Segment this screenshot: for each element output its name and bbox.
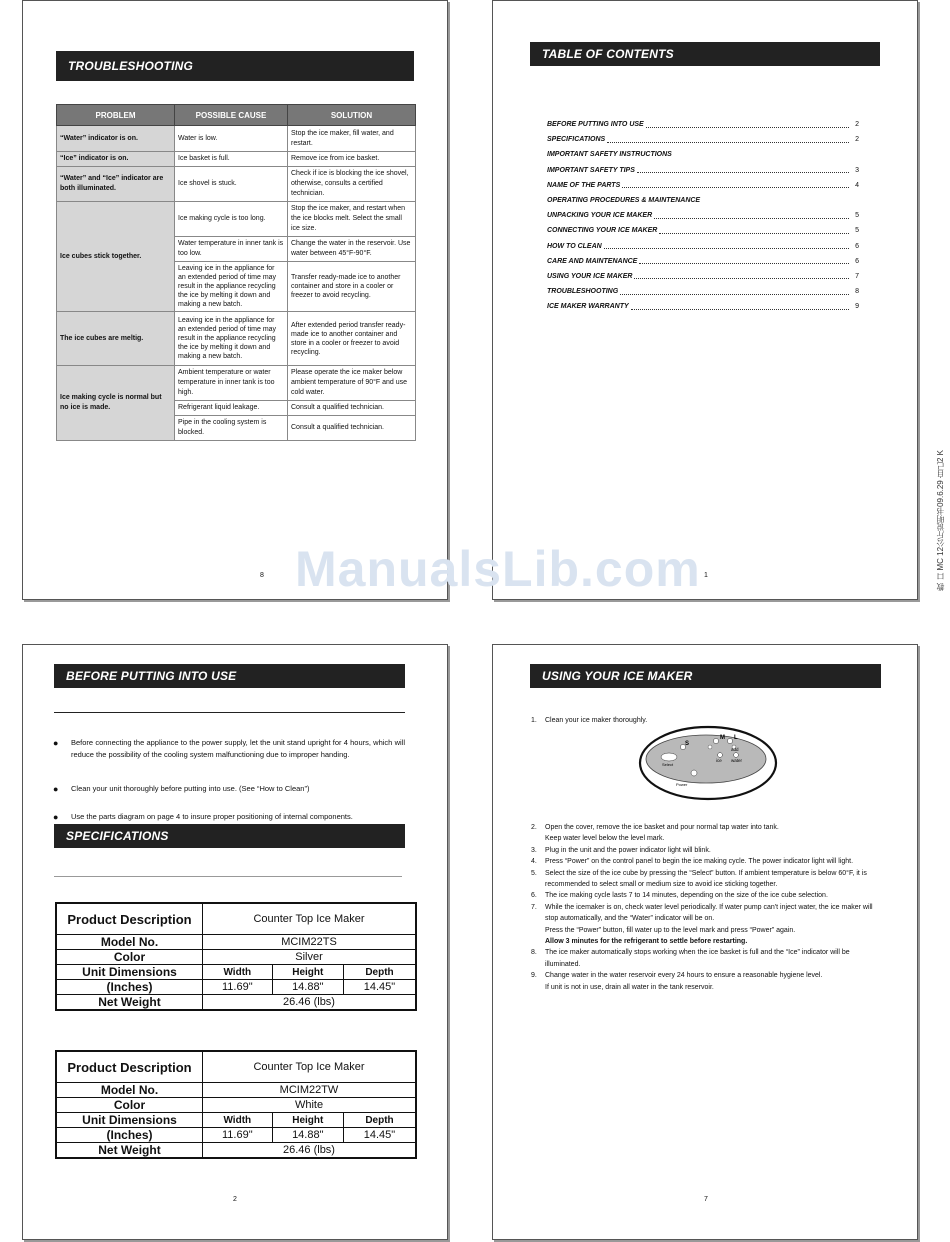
toc-entry-title: CONNECTING YOUR ICE MAKER — [547, 227, 658, 235]
step-text: Allow 3 minutes for the refrigerant to settle before restarting. — [545, 938, 748, 946]
label-cell: Net Weight — [56, 995, 203, 1011]
table-row — [56, 1051, 416, 1083]
step-item — [531, 947, 881, 970]
toc-entry-page: 5 — [855, 212, 859, 220]
problem-cell: Ice making cycle is normal but no ice is made. — [57, 366, 175, 441]
solution-cell: Remove ice from ice basket. — [288, 152, 416, 167]
side-margin-text: 教 口 MC 12公斤说明书09.6.29 自己2 K — [936, 450, 945, 591]
solution-cell: Consult a qualified technician. — [288, 401, 416, 416]
label-cell: Color — [56, 950, 203, 965]
bullet-icon: ● — [53, 784, 59, 794]
label-cell: Model No. — [56, 1083, 203, 1098]
value-cell: White — [203, 1098, 417, 1113]
toc-entry-title: UNPACKING YOUR ICE MAKER — [547, 212, 653, 220]
toc-entry-page: 5 — [855, 227, 859, 235]
header-cell: Height — [272, 965, 343, 980]
cause-cell: Ice basket is full. — [175, 152, 288, 167]
toc-entry[interactable] — [547, 117, 859, 132]
troubleshooting-table — [56, 104, 416, 441]
step-text: Keep water level below the level mark. — [545, 835, 665, 843]
bullet-text: Clean your unit thoroughly before putting into use. (See “How to Clean”) — [71, 784, 310, 793]
toc-entry-page: 7 — [855, 272, 859, 280]
bullet-item — [53, 737, 405, 761]
step-number: 9. — [531, 972, 537, 980]
spec-table-silver — [55, 902, 417, 1011]
toc-entry-title: TROUBLESHOOTING — [547, 288, 619, 296]
size-label-l: L — [734, 735, 738, 741]
cause-cell: Ice making cycle is too long. — [175, 202, 288, 237]
solution-cell: Check if ice is blocking the ice shovel, otherwise, consults a certified technician. — [288, 167, 416, 202]
label-cell: Product Description — [56, 1051, 203, 1083]
bullet-item — [53, 811, 405, 823]
step-item — [531, 902, 881, 948]
step-item — [531, 868, 881, 891]
step-text: Change water in the water reservoir every 24 hours to ensure a reasonable hygiene level. — [545, 972, 823, 980]
table-row — [57, 167, 416, 202]
size-led-m — [713, 738, 718, 743]
page-number: 2 — [233, 1196, 237, 1203]
table-row — [56, 1113, 416, 1128]
step-number: 7. — [531, 903, 537, 911]
section-title-bar: BEFORE PUTTING INTO USE — [54, 664, 405, 688]
table-row — [57, 366, 416, 401]
step-text: Clean your ice maker thoroughly. — [545, 717, 648, 724]
step-text: If unit is not in use, drain all water in the tank reservoir. — [545, 983, 714, 991]
toc-entry[interactable] — [547, 178, 859, 193]
step-text: The ice maker automatically stops working when the ice basket is full and the “Ice” indicator will be illuminated. — [545, 949, 850, 968]
table-row — [57, 152, 416, 167]
watermark: ManualsLib.com — [295, 541, 701, 597]
page-number: 1 — [704, 572, 708, 579]
header-cell: Height — [272, 1113, 343, 1128]
water-label: water — [731, 758, 743, 763]
toc-entry-page: 9 — [855, 303, 859, 311]
column-header: SOLUTION — [288, 105, 416, 126]
toc-heading — [547, 193, 859, 208]
size-led-l — [727, 738, 732, 743]
solution-cell: Please operate the ice maker below ambient temperature of 90°F and use cold water. — [288, 366, 416, 401]
header-cell: Width — [203, 965, 273, 980]
cause-cell: Leaving ice in the appliance for an extended period of time may result in the appliance recycling the ice by melting it down and making a new batch. — [175, 312, 288, 366]
section-title-bar: SPECIFICATIONS — [54, 824, 405, 848]
solution-cell: Stop the ice maker, fill water, and restart. — [288, 126, 416, 152]
solution-cell: Transfer ready-made ice to another container and store in a cooler or freezer to avoid recycling. — [288, 262, 416, 312]
page-troubleshooting — [22, 0, 448, 600]
toc-entry-page: 6 — [855, 257, 859, 265]
table-row — [56, 1128, 416, 1143]
value-cell: 11.69" — [203, 980, 273, 995]
step-number: 2. — [531, 824, 537, 831]
toc-entry-title: IMPORTANT SAFETY INSTRUCTIONS — [547, 151, 672, 159]
column-header: PROBLEM — [57, 105, 175, 126]
value-cell: Counter Top Ice Maker — [203, 903, 417, 935]
cause-cell: Leaving ice in the appliance for an extended period of time may result in the appliance recycling the ice by melting it down and making a new batch. — [175, 262, 288, 312]
solution-cell: Consult a qualified technician. — [288, 416, 416, 441]
solution-cell: Stop the ice maker, and restart when the ice blocks melt. Select the small ice size. — [288, 202, 416, 237]
header-cell: Depth — [343, 965, 416, 980]
label-cell: Color — [56, 1098, 203, 1113]
cause-cell: Refrigerant liquid leakage. — [175, 401, 288, 416]
step-number: 4. — [531, 858, 537, 866]
step-text: While the icemaker is on, check water level periodically. If water pump can't inject water, the ice maker will stop automatically, and the “Water” indicator will be on. — [545, 903, 873, 923]
table-row — [56, 1083, 416, 1098]
value-cell: Silver — [203, 950, 417, 965]
step-item — [531, 890, 881, 901]
step-text: Press “Power” on the control panel to begin the ice making cycle. The power indicator light will light. — [545, 858, 854, 866]
section-title-bar: TROUBLESHOOTING — [56, 51, 414, 81]
step-number: 8. — [531, 949, 537, 957]
step-text: Plug in the unit and the power indicator light will blink. — [545, 846, 711, 854]
select-label: Select — [662, 762, 674, 767]
toc-entry-title: BEFORE PUTTING INTO USE — [547, 121, 644, 129]
ice-label: ice — [716, 758, 722, 763]
select-button[interactable] — [661, 753, 677, 761]
toc-entry-title: USING YOUR ICE MAKER — [547, 272, 633, 280]
toc-entry-page: 8 — [855, 288, 859, 296]
problem-cell: “Water” and “Ice” indicator are both illuminated. — [57, 167, 175, 202]
value-cell: 11.69" — [203, 1128, 273, 1143]
toc-entry[interactable] — [547, 239, 859, 254]
toc-entry[interactable] — [547, 208, 859, 223]
toc-entry-page: 3 — [855, 166, 859, 174]
step-text: The ice making cycle lasts 7 to 14 minutes, depending on the size of the ice cube selection. — [545, 892, 828, 900]
step-number: 5. — [531, 869, 537, 877]
value-cell: 26.46 (lbs) — [203, 1143, 417, 1159]
step-item — [531, 845, 881, 856]
table-row — [56, 995, 416, 1011]
step-text: Select the size of the ice cube by pressing the “Select” button. If ambient temperature is below 60°F, it is recommended to select small or medium size to avoid ice sticking together. — [545, 869, 867, 889]
toc-entry-page: 6 — [855, 242, 859, 250]
divider — [54, 876, 402, 877]
step-text: Press the “Power” button, fill water up to the level mark and press “Power” again. — [545, 926, 796, 934]
step-item — [531, 822, 881, 845]
value-cell: 14.88" — [272, 980, 343, 995]
cause-cell: Pipe in the cooling system is blocked. — [175, 416, 288, 441]
bullet-text: Before connecting the appliance to the power supply, let the unit stand upright for 4 hours, which will reduce the possibility of the cooling system malfunctioning due to improper handing. — [71, 738, 405, 759]
table-row — [56, 935, 416, 950]
ice-indicator-light — [718, 753, 723, 758]
toc-entry[interactable] — [547, 223, 859, 238]
step-item — [531, 970, 881, 993]
toc-entry-title: NAME OF THE PARTS — [547, 181, 621, 189]
page-number: 7 — [704, 1196, 708, 1203]
toc-entry-title: ICE MAKER WARRANTY — [547, 303, 629, 311]
section-title-bar: TABLE OF CONTENTS — [530, 42, 880, 66]
table-header-row — [57, 105, 416, 126]
value-cell: MCIM22TW — [203, 1083, 417, 1098]
toc-heading — [547, 147, 859, 162]
label-cell: Model No. — [56, 935, 203, 950]
value-cell: 14.45" — [343, 980, 416, 995]
value-cell: Counter Top Ice Maker — [203, 1051, 417, 1083]
toc-entry[interactable] — [547, 163, 859, 178]
size-led-m2 — [708, 745, 712, 749]
toc-entry[interactable] — [547, 284, 859, 299]
toc-entry-title: CARE AND MAINTENANCE — [547, 257, 638, 265]
toc-list — [547, 117, 859, 314]
cause-cell: Ambient temperature or water temperature in inner tank is too high. — [175, 366, 288, 401]
label-cell: Unit Dimensions — [56, 1113, 203, 1128]
solution-cell: Change the water in the reservoir. Use water between 45°F-90°F. — [288, 237, 416, 262]
bullet-icon: ● — [53, 738, 59, 748]
toc-entry[interactable] — [547, 299, 859, 314]
page-using-ice-maker — [492, 644, 918, 1240]
table-row — [57, 126, 416, 152]
page-table-of-contents — [492, 0, 918, 600]
table-row — [57, 312, 416, 366]
problem-cell: “Water” indicator is on. — [57, 126, 175, 152]
add-label: add — [731, 747, 739, 752]
label-cell: (Inches) — [56, 1128, 203, 1143]
bullet-text: Use the parts diagram on page 4 to insure proper positioning of internal components. — [71, 812, 353, 821]
size-label-s: S — [685, 741, 690, 747]
problem-cell: The ice cubes are meltig. — [57, 312, 175, 366]
label-cell: (Inches) — [56, 980, 203, 995]
toc-entry-title: OPERATING PROCEDURES & MAINTENANCE — [547, 197, 701, 205]
spec-table-white — [55, 1050, 417, 1159]
table-row — [56, 1098, 416, 1113]
label-cell: Net Weight — [56, 1143, 203, 1159]
cause-cell: Water is low. — [175, 126, 288, 152]
toc-entry-title: HOW TO CLEAN — [547, 242, 602, 250]
table-row — [56, 1143, 416, 1159]
step-text: Open the cover, remove the ice basket and pour normal tap water into tank. — [545, 824, 779, 831]
divider — [54, 712, 405, 713]
table-row — [57, 202, 416, 237]
table-row — [56, 903, 416, 935]
cause-cell: Water temperature in inner tank is too low. — [175, 237, 288, 262]
bullet-icon: ● — [53, 812, 59, 822]
control-panel-illustration — [638, 725, 778, 801]
toc-entry[interactable] — [547, 254, 859, 269]
step-item — [531, 856, 881, 867]
step-number: 1. — [531, 717, 537, 724]
toc-entry[interactable] — [547, 269, 859, 284]
water-indicator-light — [734, 753, 739, 758]
toc-entry-page: 2 — [855, 136, 859, 144]
problem-cell: Ice cubes stick together. — [57, 202, 175, 312]
table-row — [56, 965, 416, 980]
header-cell: Depth — [343, 1113, 416, 1128]
cause-cell: Ice shovel is stuck. — [175, 167, 288, 202]
solution-cell: After extended period transfer ready-made ice to another container and store in a cooler or freezer to avoid recycling. — [288, 312, 416, 366]
column-header: POSSIBLE CAUSE — [175, 105, 288, 126]
size-label-m: M — [720, 735, 725, 741]
value-cell: 14.45" — [343, 1128, 416, 1143]
toc-entry[interactable] — [547, 132, 859, 147]
power-label: Power — [676, 782, 688, 787]
table-row — [56, 980, 416, 995]
step-number: 3. — [531, 846, 537, 854]
problem-cell: “Ice” indicator is on. — [57, 152, 175, 167]
step-number: 6. — [531, 892, 537, 900]
table-row — [56, 950, 416, 965]
value-cell: 26.46 (lbs) — [203, 995, 417, 1011]
power-button[interactable] — [691, 770, 697, 776]
section-title-bar: USING YOUR ICE MAKER — [530, 664, 881, 688]
toc-entry-page: 4 — [855, 181, 859, 189]
label-cell: Product Description — [56, 903, 203, 935]
toc-entry-title: SPECIFICATIONS — [547, 136, 606, 144]
label-cell: Unit Dimensions — [56, 965, 203, 980]
value-cell: MCIM22TS — [203, 935, 417, 950]
bullet-item — [53, 783, 405, 795]
steps-list — [531, 822, 881, 993]
value-cell: 14.88" — [272, 1128, 343, 1143]
toc-entry-title: IMPORTANT SAFETY TIPS — [547, 166, 635, 174]
page-number: 8 — [260, 572, 264, 579]
page-before-use-specifications — [22, 644, 448, 1240]
header-cell: Width — [203, 1113, 273, 1128]
toc-entry-page: 2 — [855, 121, 859, 129]
